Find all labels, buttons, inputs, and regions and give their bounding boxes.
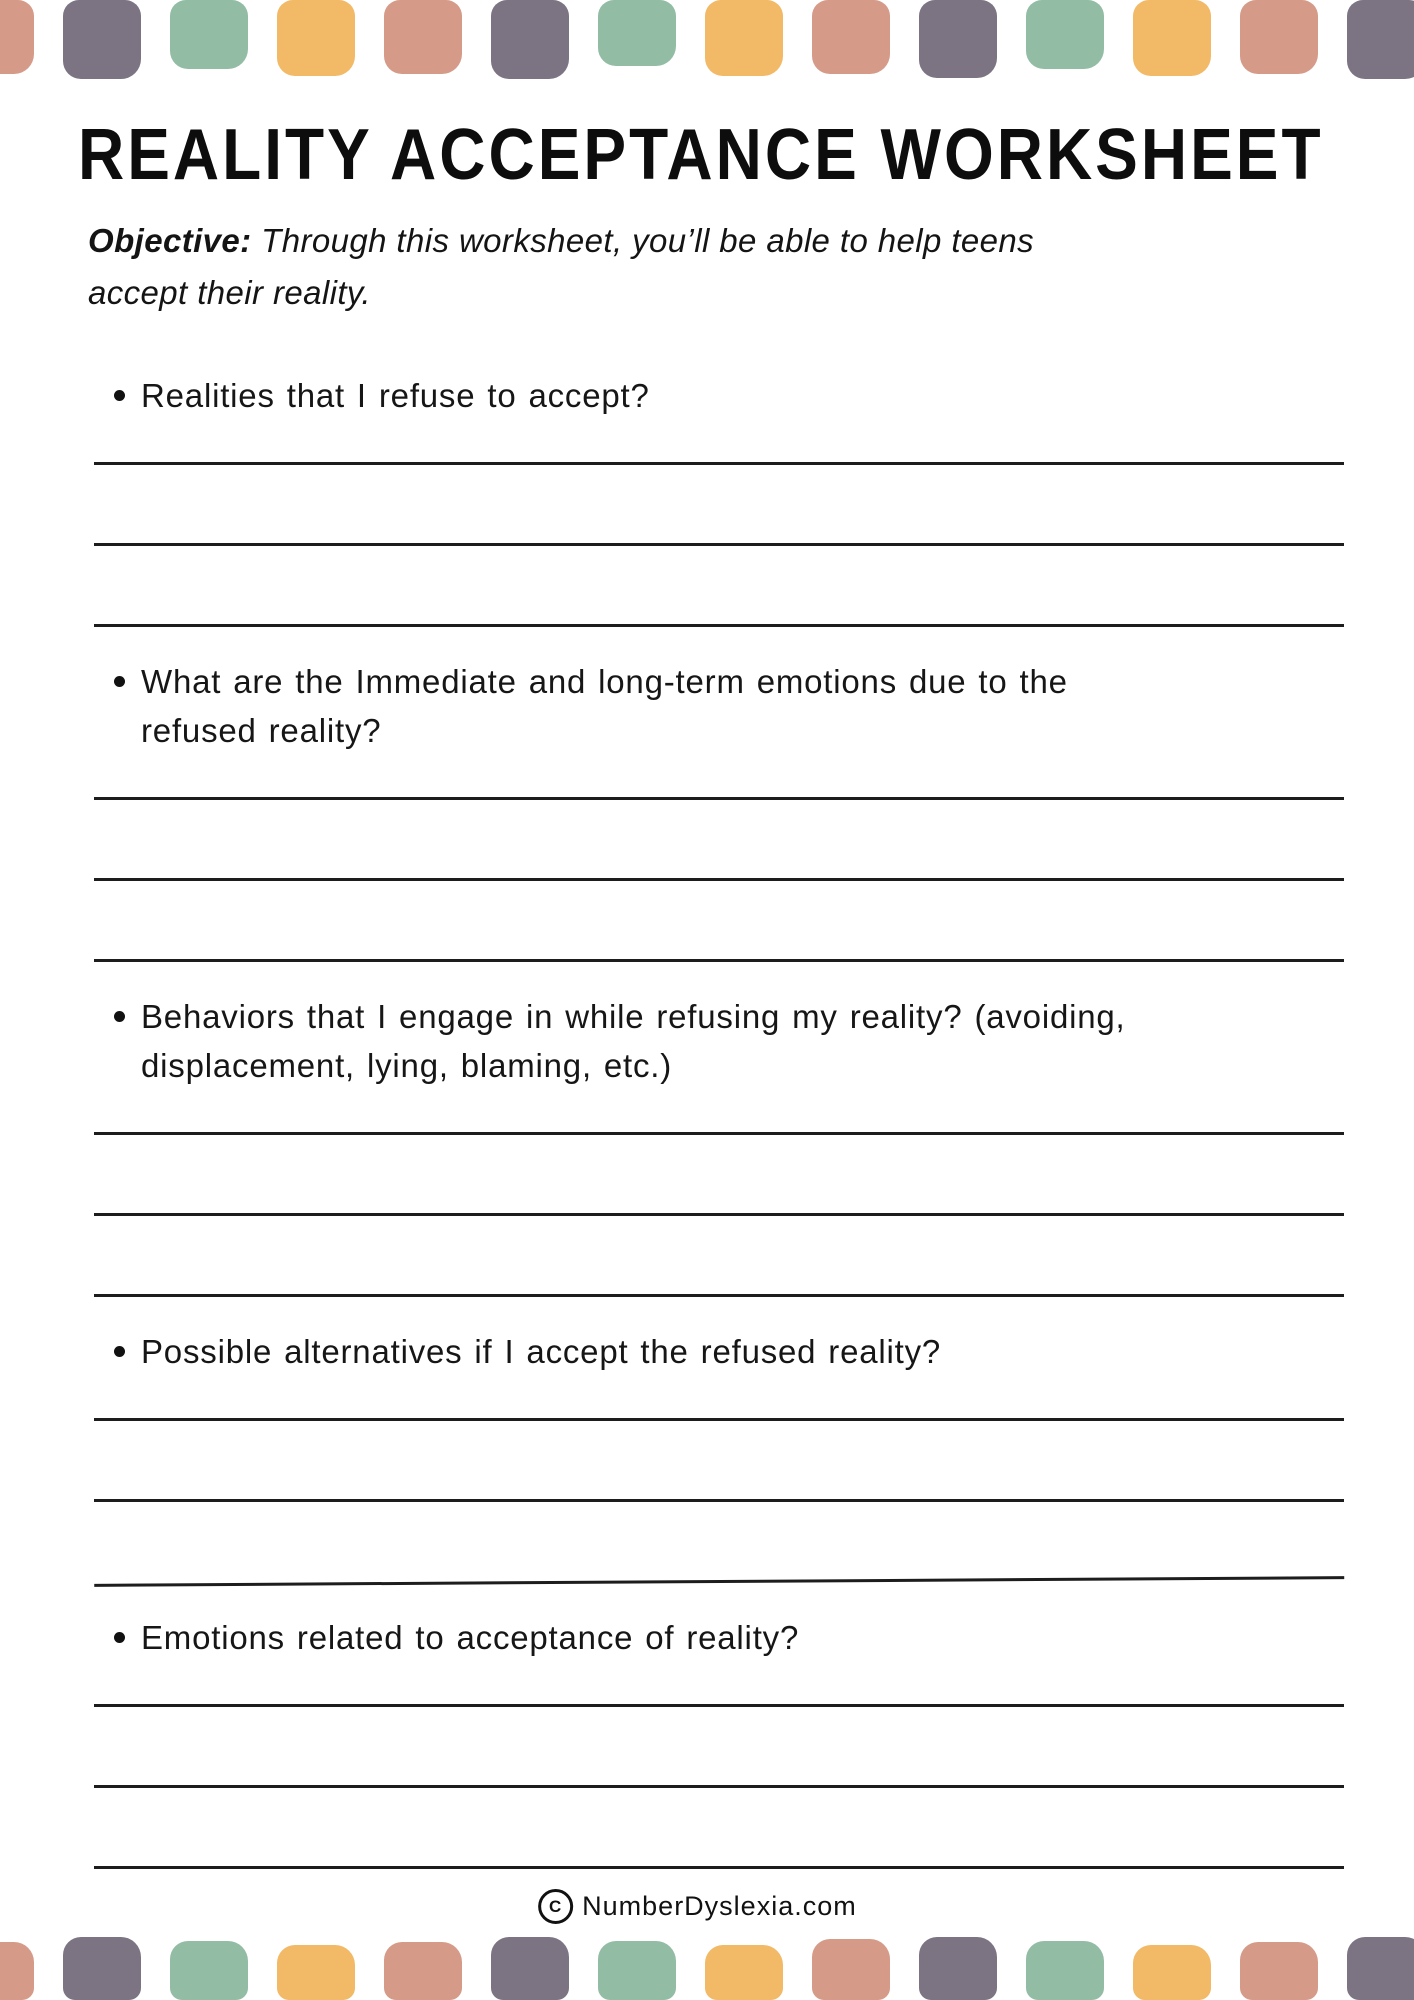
question-section <box>94 1613 1344 1869</box>
color-block-gray <box>63 1937 141 2000</box>
answer-line <box>94 1707 1344 1788</box>
objective-line-1: Through this worksheet, you’ll be able to help teens <box>261 222 1035 259</box>
answer-line <box>94 1788 1344 1869</box>
bullet-icon <box>114 1346 125 1357</box>
color-block-orange <box>705 0 783 76</box>
bullet-icon <box>114 390 125 401</box>
bullet-icon <box>114 1632 125 1643</box>
answer-line <box>94 755 1344 800</box>
color-block-gray <box>1347 1937 1414 2000</box>
color-block-green <box>598 1941 676 2000</box>
objective-label: Objective: <box>88 222 252 259</box>
color-block-salmon <box>812 0 890 74</box>
question-item <box>94 1613 1344 1662</box>
color-block-salmon <box>1240 1942 1318 2000</box>
bullet-icon <box>114 676 125 687</box>
answer-line <box>94 800 1344 881</box>
color-block-gray <box>491 0 569 79</box>
answer-line <box>94 1090 1344 1135</box>
color-block-salmon <box>384 0 462 74</box>
answer-line <box>94 420 1344 465</box>
color-block-gray <box>919 1937 997 2000</box>
objective-text <box>88 215 1344 319</box>
question-text: Possible alternatives if I accept the refused reality? <box>141 1333 942 1370</box>
question-item <box>94 657 1344 755</box>
answer-line <box>94 1216 1344 1297</box>
color-block-green <box>170 1941 248 2000</box>
footer-site-name: NumberDyslexia.com <box>582 1891 857 1921</box>
color-block-green <box>1026 1941 1104 2000</box>
color-block-gray <box>919 0 997 78</box>
answer-lines <box>94 1376 1344 1583</box>
color-block-gray <box>63 0 141 79</box>
objective-line-2: accept their reality. <box>88 274 371 311</box>
question-text: Behaviors that I engage in while refusing my reality? (avoiding, displacement, lying, blaming, etc.) <box>141 998 1126 1084</box>
bullet-icon <box>114 1011 125 1022</box>
color-block-orange <box>705 1945 783 2000</box>
answer-lines <box>94 1090 1344 1297</box>
answer-line <box>94 1135 1344 1216</box>
answer-lines <box>94 1662 1344 1869</box>
color-block-green <box>170 0 248 69</box>
answer-line <box>94 1662 1344 1707</box>
question-text: Realities that I refuse to accept? <box>141 377 650 414</box>
footer-credit <box>538 1889 857 1924</box>
color-block-salmon <box>0 1942 34 2000</box>
color-block-orange <box>1133 1945 1211 2000</box>
question-section <box>94 1327 1344 1583</box>
color-block-orange <box>277 1945 355 2000</box>
color-block-green <box>1026 0 1104 69</box>
color-block-salmon <box>1240 0 1318 74</box>
color-block-salmon <box>0 0 34 74</box>
question-section <box>94 992 1344 1297</box>
question-text: Emotions related to acceptance of reality? <box>141 1619 800 1656</box>
copyright-letter: C <box>549 1897 563 1916</box>
answer-line <box>94 881 1344 962</box>
top-border-decoration <box>0 0 1414 79</box>
question-section <box>94 657 1344 962</box>
copyright-icon <box>538 1889 573 1924</box>
answer-line <box>94 1421 1344 1502</box>
question-item <box>94 992 1344 1090</box>
color-block-gray <box>1347 0 1414 79</box>
answer-line <box>94 1498 1344 1587</box>
question-section <box>94 371 1344 627</box>
color-block-salmon <box>812 1939 890 2000</box>
questions-list <box>94 371 1344 1869</box>
color-block-orange <box>1133 0 1211 76</box>
answer-line <box>94 465 1344 546</box>
color-block-orange <box>277 0 355 76</box>
answer-lines <box>94 755 1344 962</box>
question-item <box>94 371 1344 420</box>
answer-line <box>94 546 1344 627</box>
question-item <box>94 1327 1344 1376</box>
page-title: REALITY ACCEPTANCE WORKSHEET <box>78 113 1324 195</box>
color-block-green <box>598 0 676 66</box>
answer-lines <box>94 420 1344 627</box>
question-text: What are the Immediate and long-term emotions due to the refused reality? <box>141 663 1068 749</box>
color-block-gray <box>491 1937 569 2000</box>
bottom-border-decoration <box>0 1937 1414 2000</box>
color-block-salmon <box>384 1942 462 2000</box>
answer-line <box>94 1376 1344 1421</box>
